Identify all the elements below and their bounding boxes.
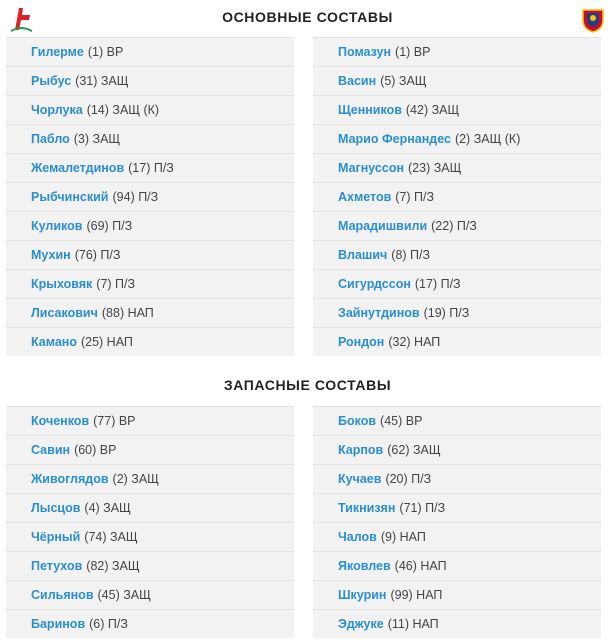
player-row[interactable]	[6, 522, 294, 551]
player-row[interactable]	[313, 124, 601, 153]
player-row[interactable]	[6, 240, 294, 269]
player-number-position: (45) ВР	[380, 414, 423, 428]
player-name[interactable]: Яковлев	[338, 559, 391, 573]
player-number-position: (2) ЗАЩ	[112, 472, 159, 486]
player-name[interactable]: Сигурдссон	[338, 277, 411, 291]
player-name[interactable]: Рыбус	[31, 74, 72, 88]
player-number-position: (45) ЗАЩ	[97, 588, 151, 602]
player-row[interactable]	[313, 464, 601, 493]
player-name[interactable]: Лысцов	[31, 501, 81, 515]
player-number-position: (76) П/З	[74, 248, 121, 262]
player-number-position: (2) ЗАЩ (К)	[454, 132, 521, 146]
player-number-position: (22) П/З	[431, 219, 477, 233]
player-number-position: (17) П/З	[128, 161, 174, 175]
home-main-lineup	[6, 37, 294, 356]
player-row[interactable]	[313, 493, 601, 522]
player-name[interactable]: Савин	[31, 443, 71, 457]
player-number-position: (3) ЗАЩ	[73, 132, 121, 146]
player-name[interactable]: Боков	[338, 414, 377, 428]
player-number-position: (77) ВР	[93, 414, 136, 428]
player-number-position: (1) ВР	[395, 45, 431, 59]
player-number-position: (82) ЗАЩ	[86, 559, 140, 573]
player-name[interactable]: Живоглядов	[31, 472, 109, 486]
player-row[interactable]	[6, 580, 294, 609]
player-number-position: (17) П/З	[414, 277, 461, 291]
player-row[interactable]	[313, 95, 601, 124]
player-number-position: (6) П/З	[89, 617, 128, 631]
player-number-position: (69) П/З	[86, 219, 133, 233]
player-row[interactable]	[6, 464, 294, 493]
player-number-position: (32) НАП	[388, 335, 441, 349]
player-number-position: (74) ЗАЩ	[84, 530, 138, 544]
player-row[interactable]	[313, 153, 601, 182]
player-number-position: (62) ЗАЩ	[387, 443, 441, 457]
player-number-position: (4) ЗАЩ	[84, 501, 131, 515]
player-name[interactable]: Марио Фернандес	[338, 132, 451, 146]
player-number-position: (7) П/З	[395, 190, 435, 204]
player-name[interactable]: Чорлука	[31, 103, 83, 117]
substitutes-title: ЗАПАСНЫЕ СОСТАВЫ	[223, 377, 392, 393]
player-name[interactable]: Сильянов	[31, 588, 94, 602]
player-row[interactable]	[313, 269, 601, 298]
player-number-position: (46) НАП	[394, 559, 447, 573]
player-row[interactable]	[313, 609, 601, 638]
player-row[interactable]	[6, 66, 294, 95]
player-row[interactable]	[6, 406, 294, 435]
player-row[interactable]	[313, 66, 601, 95]
player-name[interactable]: Шкурин	[338, 588, 387, 602]
player-row[interactable]	[313, 327, 601, 356]
away-substitutes	[313, 406, 601, 638]
player-row[interactable]	[6, 182, 294, 211]
player-name[interactable]: Кучаев	[338, 472, 382, 486]
player-row[interactable]	[6, 269, 294, 298]
player-row[interactable]	[6, 327, 294, 356]
player-row[interactable]	[6, 609, 294, 638]
player-name[interactable]: Марадишвили	[338, 219, 428, 233]
player-number-position: (94) П/З	[112, 190, 159, 204]
player-row[interactable]	[6, 551, 294, 580]
player-row[interactable]	[6, 493, 294, 522]
player-name[interactable]: Чалов	[338, 530, 377, 544]
player-name[interactable]: Баринов	[31, 617, 86, 631]
player-name[interactable]: Помазун	[338, 45, 392, 59]
player-name[interactable]: Пабло	[31, 132, 70, 146]
player-name[interactable]: Камано	[31, 335, 77, 349]
player-number-position: (71) П/З	[399, 501, 446, 515]
player-name[interactable]: Куликов	[31, 219, 83, 233]
player-name[interactable]: Рыбчинский	[31, 190, 109, 204]
player-name[interactable]: Коченков	[31, 414, 90, 428]
player-number-position: (19) П/З	[423, 306, 470, 320]
player-name[interactable]: Васин	[338, 74, 377, 88]
player-row[interactable]	[313, 551, 601, 580]
player-number-position: (14) ЗАЩ (К)	[86, 103, 160, 117]
player-number-position: (8) П/З	[391, 248, 431, 262]
player-number-position: (31) ЗАЩ	[75, 74, 129, 88]
player-number-position: (7) П/З	[96, 277, 136, 291]
player-name[interactable]: Карпов	[338, 443, 384, 457]
player-row[interactable]	[6, 124, 294, 153]
player-name[interactable]: Магнуссон	[338, 161, 405, 175]
player-row[interactable]	[313, 406, 601, 435]
player-name[interactable]: Тикнизян	[338, 501, 396, 515]
player-number-position: (42) ЗАЩ	[405, 103, 460, 117]
player-row[interactable]	[313, 580, 601, 609]
player-name[interactable]: Щенников	[338, 103, 402, 117]
player-row[interactable]	[313, 522, 601, 551]
player-name[interactable]: Ахметов	[338, 190, 392, 204]
player-row[interactable]	[313, 182, 601, 211]
player-number-position: (88) НАП	[101, 306, 154, 320]
player-row[interactable]	[6, 211, 294, 240]
cska-logo-icon[interactable]	[578, 4, 608, 34]
player-name[interactable]: Лисакович	[31, 306, 98, 320]
player-name[interactable]: Мухин	[31, 248, 71, 262]
player-name[interactable]: Эджуке	[338, 617, 384, 631]
player-number-position: (11) НАП	[387, 617, 439, 631]
player-name[interactable]: Крыховяк	[31, 277, 93, 291]
player-number-position: (1) ВР	[87, 45, 124, 59]
player-number-position: (23) ЗАЩ	[408, 161, 462, 175]
player-row[interactable]	[313, 435, 601, 464]
player-number-position: (20) П/З	[385, 472, 432, 486]
player-name[interactable]: Гилерме	[31, 45, 84, 59]
player-row[interactable]	[6, 37, 294, 66]
player-number-position: (99) НАП	[390, 588, 443, 602]
player-name[interactable]: Влашич	[338, 248, 388, 262]
player-name[interactable]: Рондон	[338, 335, 385, 349]
home-substitutes	[6, 406, 294, 638]
player-name[interactable]: Чёрный	[31, 530, 81, 544]
player-row[interactable]	[313, 211, 601, 240]
player-number-position: (5) ЗАЩ	[380, 74, 427, 88]
player-name[interactable]: Петухов	[31, 559, 83, 573]
player-row[interactable]	[313, 298, 601, 327]
main-lineups-title: ОСНОВНЫЕ СОСТАВЫ	[222, 9, 393, 25]
player-row[interactable]	[313, 37, 601, 66]
player-row[interactable]	[6, 298, 294, 327]
player-row[interactable]	[313, 240, 601, 269]
player-row[interactable]	[6, 435, 294, 464]
player-name[interactable]: Жемалетдинов	[31, 161, 125, 175]
player-number-position: (9) НАП	[380, 530, 426, 544]
away-main-lineup	[313, 37, 601, 356]
player-name[interactable]: Зайнутдинов	[338, 306, 420, 320]
player-row[interactable]	[6, 95, 294, 124]
player-number-position: (60) ВР	[74, 443, 117, 457]
player-row[interactable]	[6, 153, 294, 182]
player-number-position: (25) НАП	[80, 335, 133, 349]
